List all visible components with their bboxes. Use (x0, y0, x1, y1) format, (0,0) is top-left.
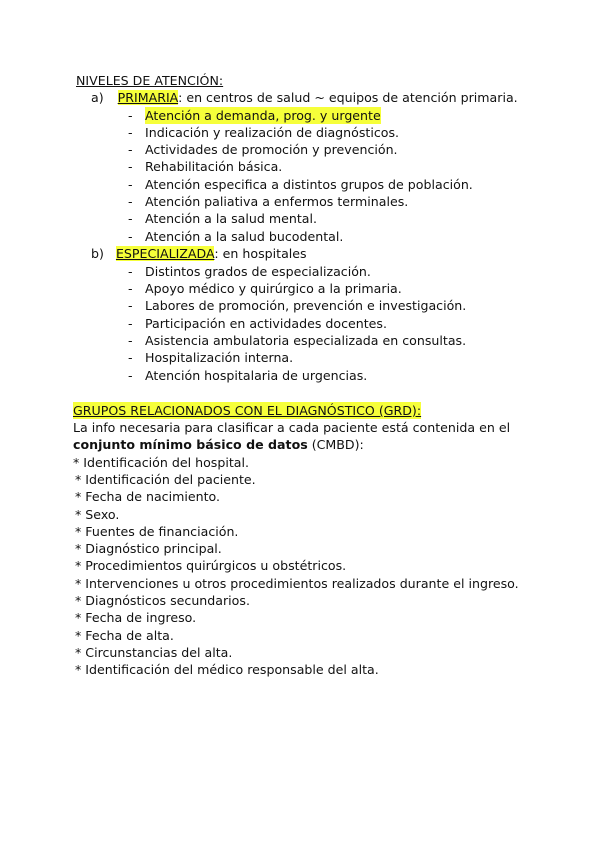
cmbd-abbrev: (CMBD): (307, 437, 364, 452)
list-item-text: Atención paliativa a enfermos terminales. (145, 194, 409, 209)
dash-bullet: - (128, 142, 133, 157)
list-item-text: Labores de promoción, prevención e investigación. (145, 298, 467, 313)
niveles-heading: NIVELES DE ATENCIÓN: (76, 73, 224, 88)
list-item: * Identificación del médico responsable del alta. (75, 662, 379, 677)
especializada-marker: b) (91, 246, 104, 261)
especializada-line (91, 245, 307, 262)
list-item: * Identificación del paciente. (75, 472, 256, 487)
dash-bullet: - (128, 333, 133, 348)
list-item: * Circunstancias del alta. (75, 645, 233, 660)
dash-bullet: - (128, 350, 133, 365)
list-item-text: Atención a la salud mental. (145, 211, 318, 226)
grd-intro-line-1: La info necesaria para clasificar a cada paciente está contenida en el (73, 420, 511, 435)
list-item: * Intervenciones u otros procedimientos realizados durante el ingreso. (75, 576, 519, 591)
dash-bullet: - (128, 177, 133, 192)
cmbd-term: conjunto mínimo básico de datos (73, 437, 308, 452)
list-item: * Sexo. (75, 507, 120, 522)
list-item: * Diagnóstico principal. (75, 541, 222, 556)
especializada-label: ESPECIALIZADA (115, 246, 215, 261)
dash-bullet: - (128, 108, 133, 123)
dash-bullet: - (128, 368, 133, 383)
dash-bullet: - (128, 264, 133, 279)
list-item-text: Rehabilitación básica. (145, 159, 283, 174)
list-item: * Fuentes de financiación. (75, 524, 239, 539)
dash-bullet: - (128, 125, 133, 140)
dash-bullet: - (128, 298, 133, 313)
primaria-description: : en centros de salud ~ equipos de atención primaria. (178, 90, 518, 105)
list-item: * Fecha de alta. (75, 628, 174, 643)
dash-bullet: - (128, 281, 133, 296)
dash-bullet: - (128, 194, 133, 209)
list-item-text: Hospitalización interna. (145, 350, 294, 365)
list-item: * Diagnósticos secundarios. (75, 593, 250, 608)
primaria-line (91, 89, 518, 106)
list-item: * Fecha de nacimiento. (75, 489, 221, 504)
list-item-text: Apoyo médico y quirúrgico a la primaria. (145, 281, 402, 296)
list-item-text: Atención a la salud bucodental. (145, 229, 344, 244)
list-item-text: Atención especifica a distintos grupos de población. (145, 177, 473, 192)
list-item-text: Indicación y realización de diagnósticos. (145, 125, 400, 140)
list-item-text: Actividades de promoción y prevención. (145, 142, 398, 157)
list-item-text: Atención a demanda, prog. y urgente (145, 108, 381, 123)
primaria-label: PRIMARIA (117, 90, 179, 105)
grd-heading: GRUPOS RELACIONADOS CON EL DIAGNÓSTICO (GRD): (73, 403, 422, 418)
primaria-marker: a) (91, 90, 104, 105)
list-item: * Fecha de ingreso. (75, 610, 197, 625)
dash-bullet: - (128, 229, 133, 244)
list-item-text: Distintos grados de especialización. (145, 264, 371, 279)
dash-bullet: - (128, 211, 133, 226)
dash-bullet: - (128, 159, 133, 174)
list-item-text: Asistencia ambulatoria especializada en consultas. (145, 333, 467, 348)
especializada-description: : en hospitales (214, 246, 307, 261)
dash-bullet: - (128, 316, 133, 331)
list-item: * Procedimientos quirúrgicos u obstétricos. (75, 558, 347, 573)
list-item-text: Atención hospitalaria de urgencias. (145, 368, 368, 383)
grd-intro-line-2 (73, 436, 364, 453)
list-item-text: Participación en actividades docentes. (145, 316, 387, 331)
list-item: * Identificación del hospital. (73, 455, 250, 470)
